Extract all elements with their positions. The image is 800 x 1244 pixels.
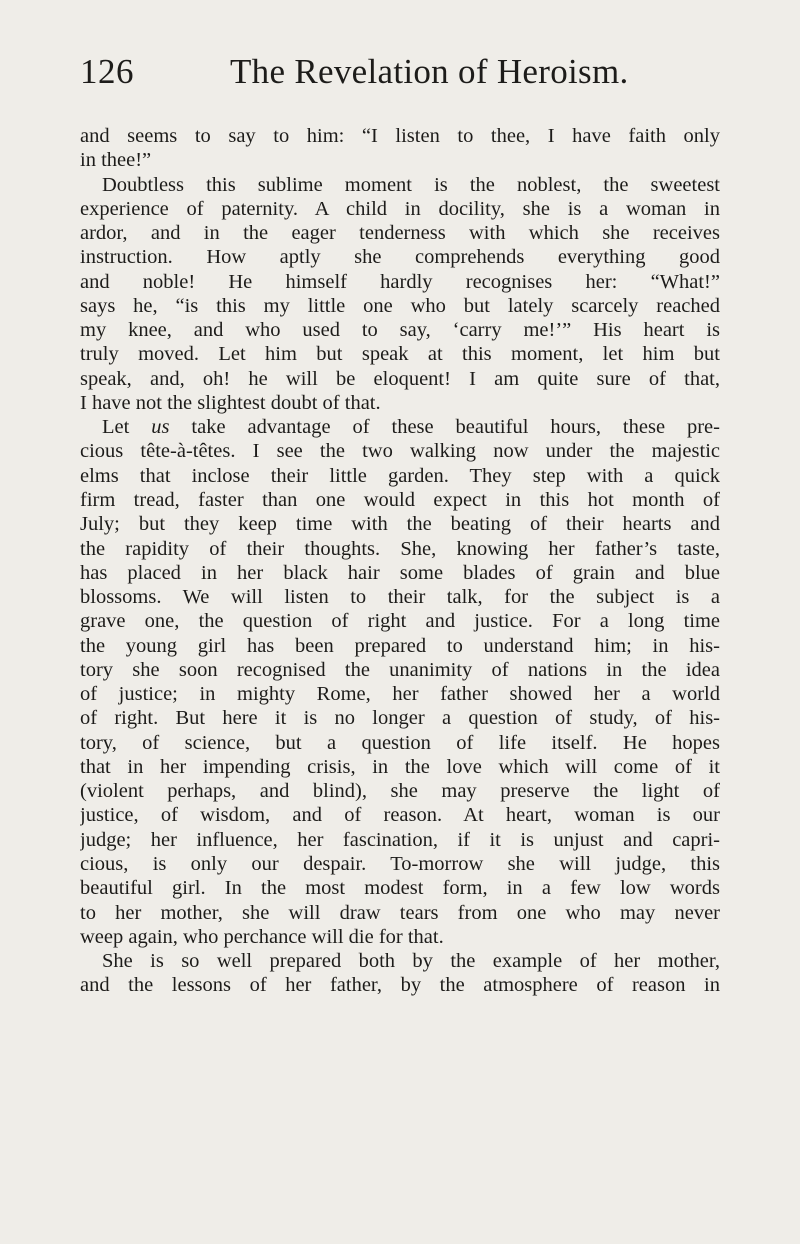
text-line: tory, of science, but a question of life itself. He hopes	[80, 731, 720, 754]
text-line: ardor, and in the eager tenderness with which she receives	[80, 222, 720, 245]
text-line: July; but they keep time with the beating of their hearts and	[80, 513, 720, 536]
text-line: my knee, and who used to say, ‘carry me!’” His heart is	[80, 319, 720, 342]
text-line: says he, “is this my little one who but lately scarcely reached	[80, 294, 720, 317]
running-head	[80, 52, 720, 92]
text-line: grave one, the question of right and justice. For a long time	[80, 610, 720, 633]
text-line: and seems to say to him: “I listen to thee, I have faith only	[80, 125, 720, 147]
text-line: (violent perhaps, and blind), she may preserve the light of	[80, 780, 720, 803]
text-line: elms that inclose their little garden. They step with a quick	[80, 464, 720, 487]
text-line: truly moved. Let him but speak at this moment, let him but	[80, 343, 720, 366]
text-line: She is so well prepared both by the example of her mother,	[102, 950, 720, 973]
body-text	[80, 124, 720, 998]
text-line: Doubtless this sublime moment is the noblest, the sweetest	[102, 173, 720, 196]
text-segment: Let	[102, 416, 152, 439]
text-line: the rapidity of their thoughts. She, knowing her father’s taste,	[80, 537, 720, 560]
text-line: justice, of wisdom, and of reason. At heart, woman is our	[80, 804, 720, 827]
text-line: cious tête-à-têtes. I see the two walking now under the majestic	[80, 440, 720, 463]
text-line: to her mother, she will draw tears from one who may never	[80, 901, 720, 924]
text-line: experience of paternity. A child in docility, she is a woman in	[80, 197, 720, 220]
text-line: cious, is only our despair. To-morrow she will judge, this	[80, 852, 720, 875]
text-line: that in her impending crisis, in the love which will come of it	[80, 755, 720, 778]
text-line: I have not the slightest doubt of that.	[80, 391, 381, 414]
italic-word: us	[151, 416, 170, 439]
text-line: instruction. How aptly she comprehends everything good	[80, 246, 720, 269]
text-line: judge; her influence, her fascination, if it is unjust and capri-	[80, 828, 720, 851]
text-line: the young girl has been prepared to understand him; in his-	[80, 634, 720, 657]
text-line: weep again, who perchance will die for that.	[80, 925, 444, 948]
text-line	[80, 415, 720, 439]
running-title: The Revelation of Heroism.	[230, 52, 629, 91]
text-line: firm tread, faster than one would expect in this hot month of	[80, 488, 720, 511]
text-line: and the lessons of her father, by the atmosphere of reason in	[80, 974, 720, 997]
text-line: in thee!”	[80, 149, 152, 172]
text-line: has placed in her black hair some blades of grain and blue	[80, 561, 720, 584]
text-segment: take advantage of these beautiful hours, these pre-	[169, 416, 720, 439]
text-line: and noble! He himself hardly recognises her: “What!”	[80, 270, 720, 293]
text-line: tory she soon recognised the unanimity of nations in the idea	[80, 658, 720, 681]
text-line: of justice; in mighty Rome, her father showed her a world	[80, 683, 720, 706]
text-line: blossoms. We will listen to their talk, for the subject is a	[80, 586, 720, 609]
text-line: speak, and, oh! he will be eloquent! I am quite sure of that,	[80, 367, 720, 390]
text-line: beautiful girl. In the most modest form, in a few low words	[80, 877, 720, 900]
text-line: of right. But here it is no longer a question of study, of his-	[80, 707, 720, 730]
page-number: 126	[80, 52, 134, 91]
